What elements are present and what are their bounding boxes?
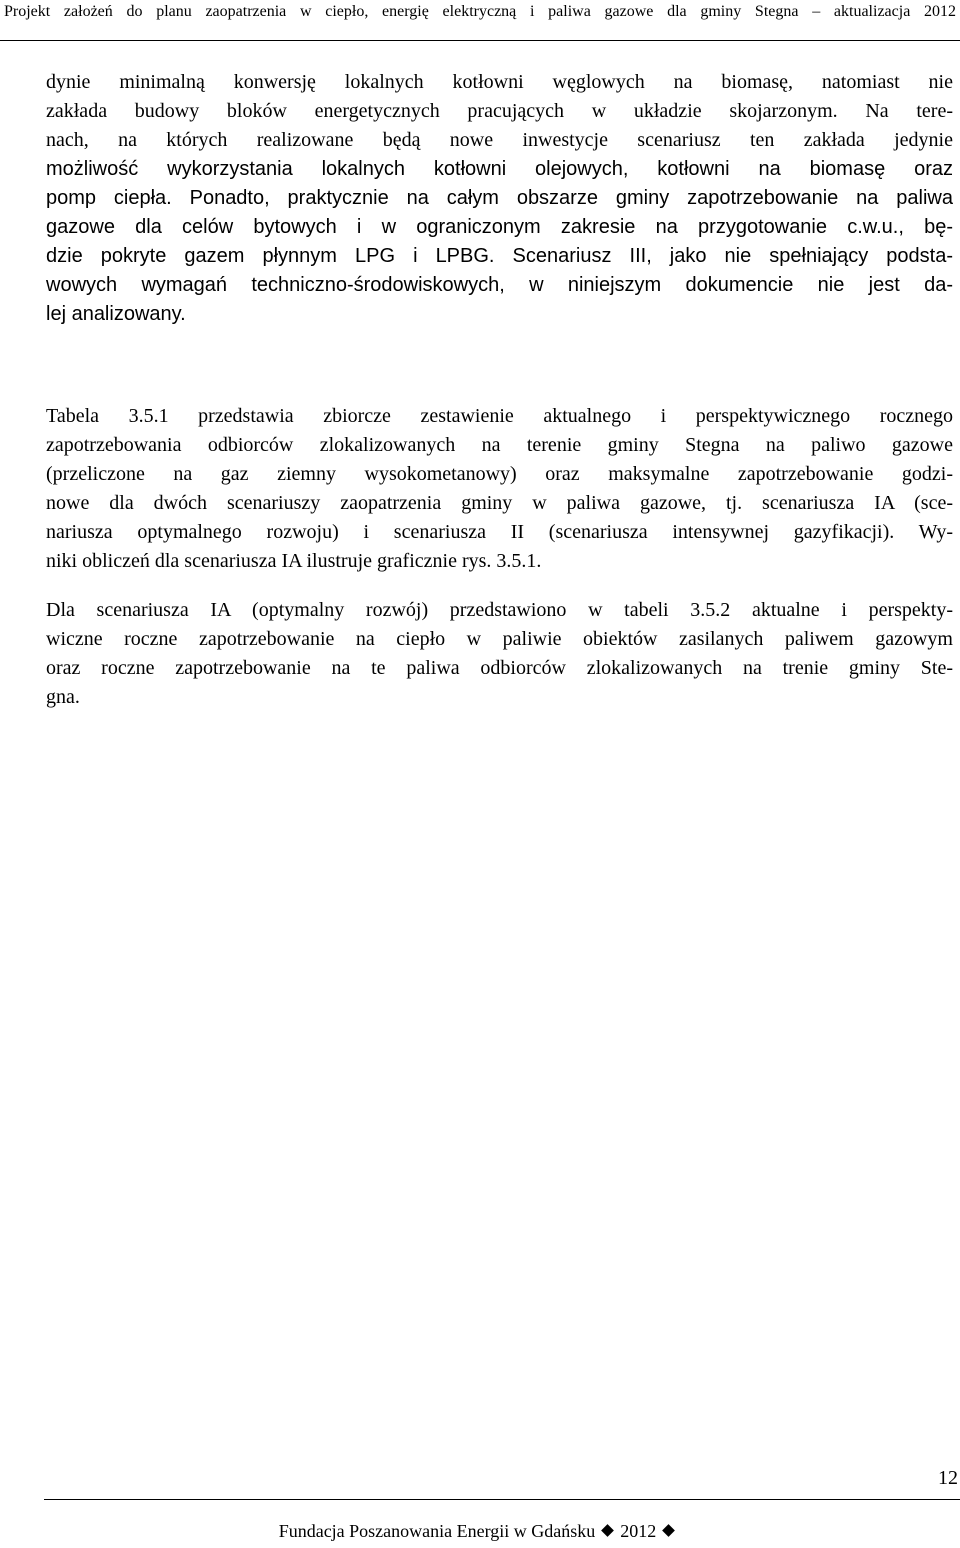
header-divider [0,40,960,41]
text-line: wiczne roczne zapotrzebowanie na ciepło w paliwie obiektów zasilanych paliwem gazowym [46,628,953,650]
text-line: Dla scenariusza IA (optymalny rozwój) przedstawiono w tabeli 3.5.2 aktualne i perspekty- [46,599,953,621]
text-line: gazowe dla celów bytowych i w ograniczonym zakresie na przygotowanie c.w.u., bę- [46,216,953,238]
text-line: Tabela 3.5.1 przedstawia zbiorcze zestawienie aktualnego i perspektywicznego rocznego [46,405,953,427]
text-line: oraz roczne zapotrzebowanie na te paliwa odbiorców zlokalizowanych na trenie gminy Ste- [46,657,953,679]
text-line: (przeliczone na gaz ziemny wysokometanowy) oraz maksymalne zapotrzebowanie godzi- [46,463,953,485]
running-header-title: Projekt założeń do planu zaopatrzenia w ciepło, energię elektryczną i paliwa gazowe dla gminy Stegna – aktualizacja 2012 [4,3,956,20]
text-line: pomp ciepła. Ponadto, praktycznie na całym obszarze gminy zapotrzebowanie na paliwa [46,187,953,209]
page-footer [0,1519,960,1543]
text-line: niki obliczeń dla scenariusza IA ilustruje graficznie rys. 3.5.1. [46,550,542,572]
paragraph-scenario-description [46,68,953,329]
text-line: wowych wymagań techniczno-środowiskowych, w niniejszym dokumencie nie jest da- [46,274,953,296]
diamond-icon [601,1524,614,1537]
paragraph-scenario-ia [46,596,953,712]
page-number: 12 [938,1467,958,1489]
text-line: dynie minimalną konwersję lokalnych kotłowni węglowych na biomasę, natomiast nie [46,71,953,93]
footer-year: 2012 [620,1521,657,1541]
text-line: możliwość wykorzystania lokalnych kotłowni olejowych, kotłowni na biomasę oraz [46,158,953,180]
footer-divider [44,1499,960,1500]
text-line: nach, na których realizowane będą nowe inwestycje scenariusz ten zakłada jedynie [46,129,953,151]
diamond-icon [662,1524,675,1537]
text-line: dzie pokryte gazem płynnym LPG i LPBG. Scenariusz III, jako nie spełniający podsta- [46,245,953,267]
page-header [0,0,960,40]
text-line: zakłada budowy bloków energetycznych pracujących w układzie skojarzonym. Na tere- [46,100,953,122]
footer-organization: Fundacja Poszanowania Energii w Gdańsku [278,1521,596,1541]
text-line: zapotrzebowania odbiorców zlokalizowanych na terenie gminy Stegna na paliwo gazowe [46,434,953,456]
text-line: lej analizowany. [46,303,186,325]
text-line: nowe dla dwóch scenariuszy zaopatrzenia gminy w paliwa gazowe, tj. scenariusza IA (sce- [46,492,953,514]
paragraph-table-summary [46,402,953,576]
text-line: gna. [46,686,80,708]
text-line: nariusza optymalnego rozwoju) i scenariusza II (scenariusza intensywnej gazyfikacji). Wy- [46,521,953,543]
